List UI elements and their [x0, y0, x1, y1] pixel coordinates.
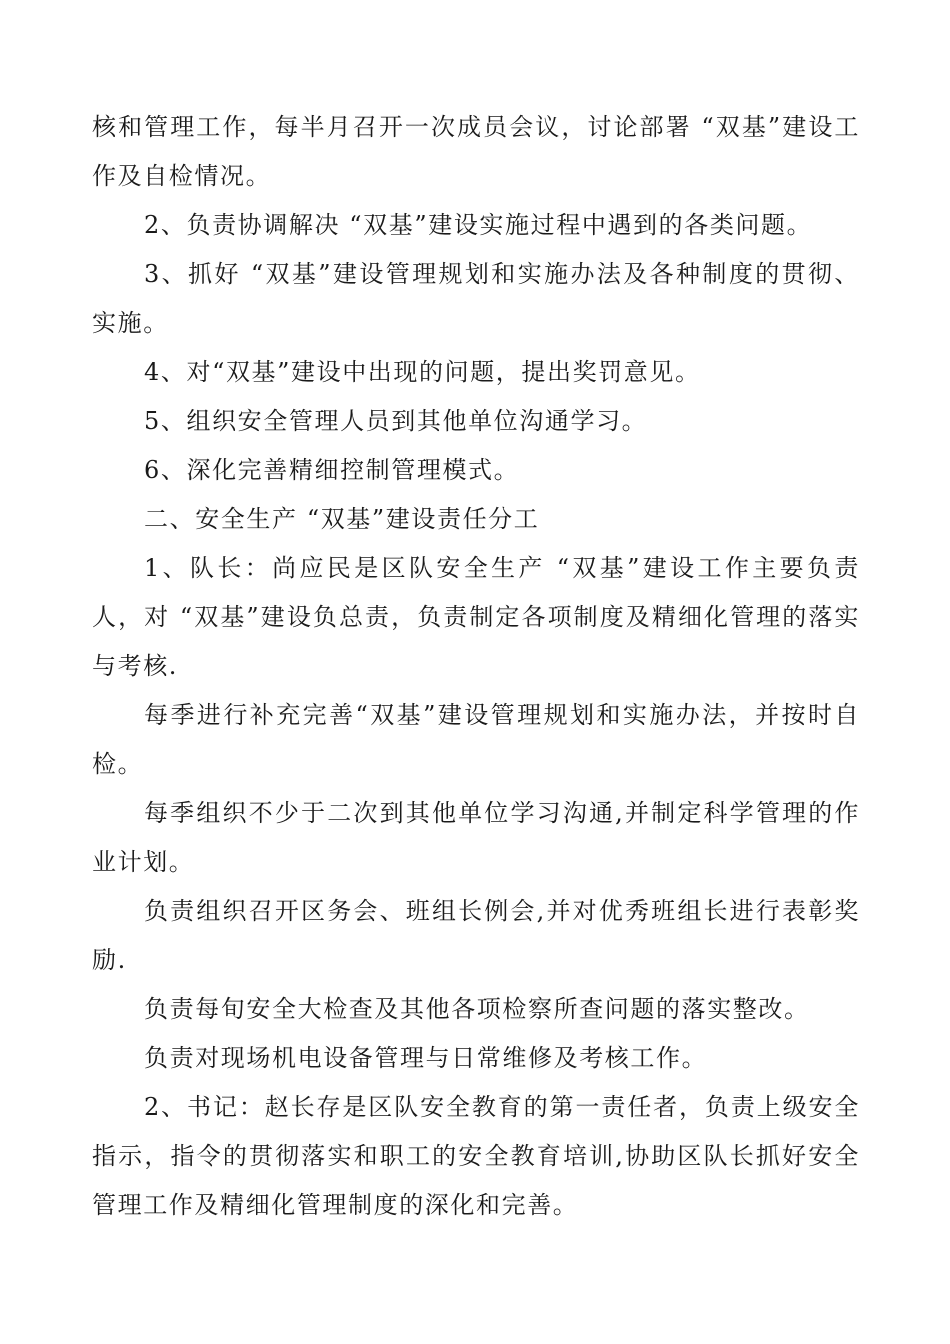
paragraph-meetings: 负责组织召开区务会、班组长例会,并对优秀班组长进行表彰奖励. — [92, 897, 860, 974]
paragraph-meeting-duties: 核和管理工作，每半月召开一次成员会议，讨论部署 “双基”建设工作及自检情况。 — [92, 113, 860, 190]
paragraph-item-6: 6、深化完善精细控制管理模式。 — [144, 456, 520, 484]
paragraph-item-4: 4、对“双基”建设中出现的问题，提出奖罚意见。 — [144, 358, 701, 386]
section-heading-responsibilities: 二、安全生产 “双基”建设责任分工 — [144, 505, 540, 533]
paragraph-quarterly-study: 每季组织不少于二次到其他单位学习沟通,并制定科学管理的作业计划。 — [92, 799, 860, 876]
paragraph-captain: 1、队长：尚应民是区队安全生产 “双基”建设工作主要负责人，对 “双基”建设负总责，负责制定各项制度及精细化管理的落实与考核. — [92, 554, 860, 680]
paragraph-inspection: 负责每旬安全大检查及其他各项检察所查问题的落实整改。 — [144, 995, 810, 1023]
paragraph-item-2: 2、负责协调解决 “双基”建设实施过程中遇到的各类问题。 — [144, 211, 813, 239]
document-body — [92, 103, 860, 1230]
paragraph-item-5: 5、组织安全管理人员到其他单位沟通学习。 — [144, 407, 648, 435]
paragraph-quarterly-plan: 每季进行补充完善“双基”建设管理规划和实施办法，并按时自检。 — [92, 701, 860, 778]
paragraph-secretary: 2、书记：赵长存是区队安全教育的第一责任者，负责上级安全指示，指令的贯彻落实和职工的安全教育培训,协助区队长抓好安全管理工作及精细化管理制度的深化和完善。 — [92, 1093, 860, 1219]
paragraph-item-3: 3、抓好 “双基”建设管理规划和实施办法及各种制度的贯彻、实施。 — [92, 260, 860, 337]
paragraph-equipment: 负责对现场机电设备管理与日常维修及考核工作。 — [144, 1044, 708, 1072]
